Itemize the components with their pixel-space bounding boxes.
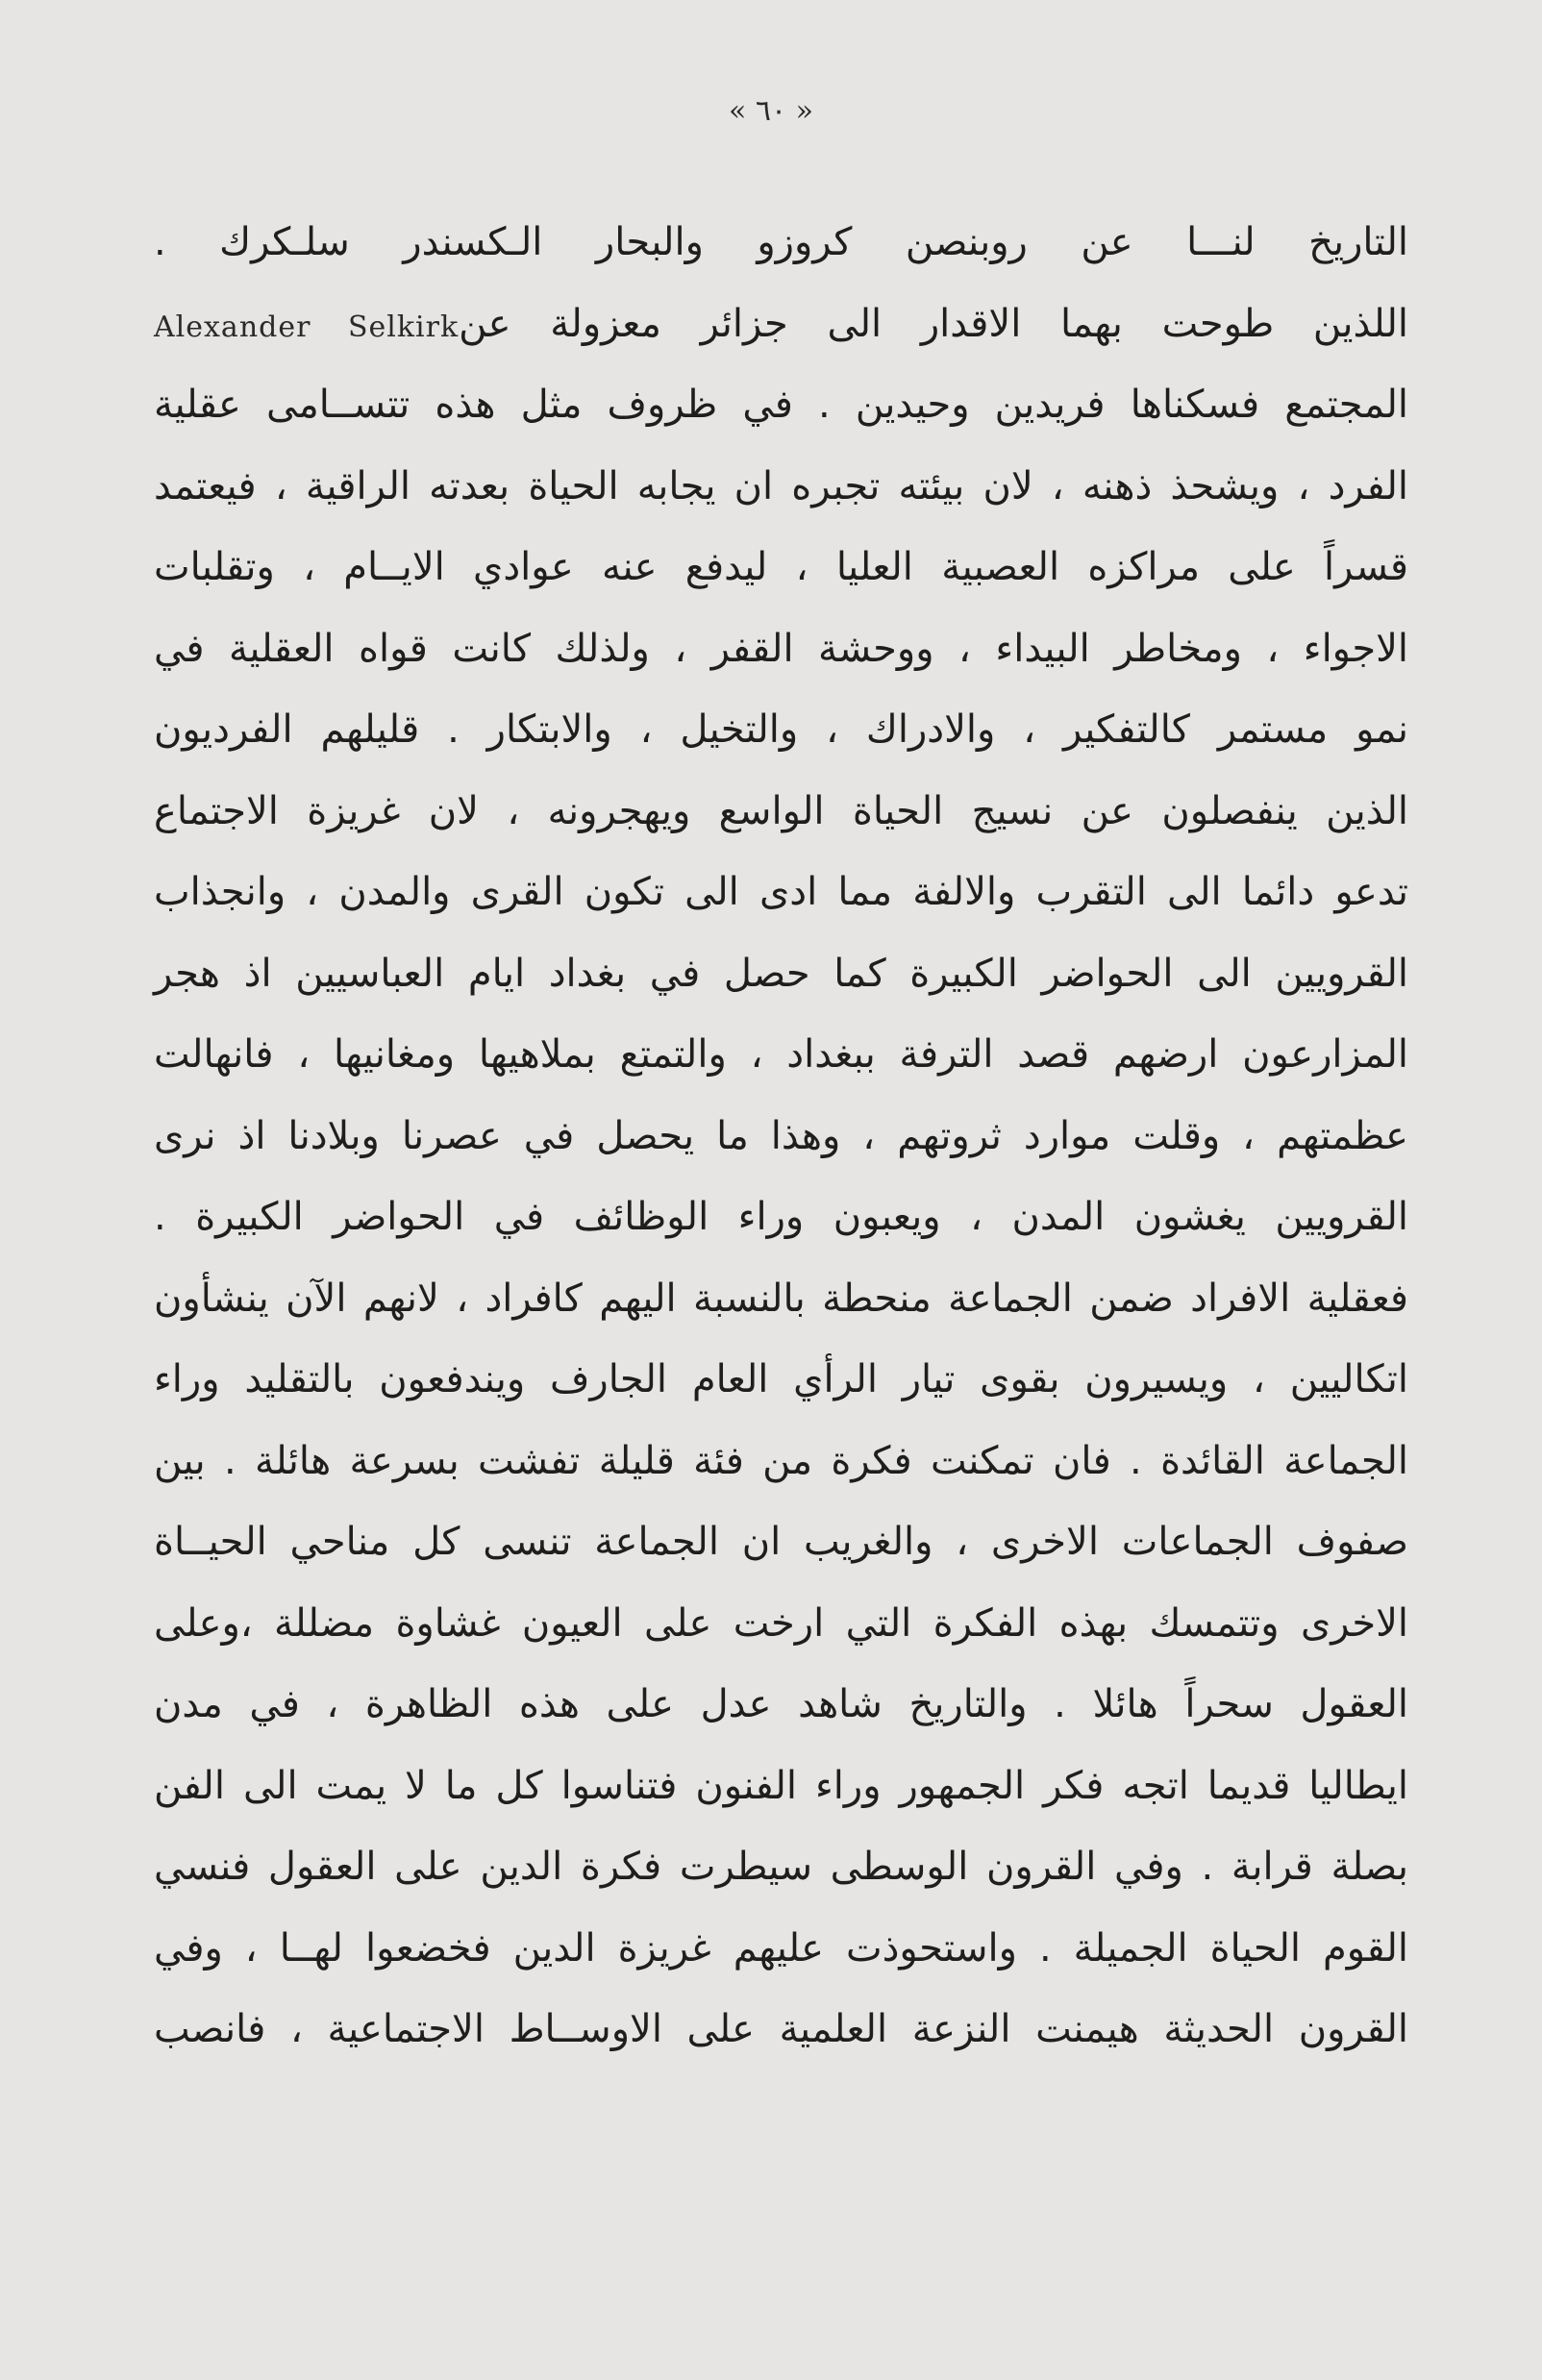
text-line: الذين ينفصلون عن نسيج الحياة الواسع ويهجرونه ، لان غريزة الاجتماع xyxy=(154,788,1408,833)
latin-name: Alexander Selkirk xyxy=(154,310,460,344)
text-line: اللذين طوحت بهما الاقدار الى جزائر معزولة عنAlexander Selkirk xyxy=(154,301,1408,346)
text-line: نمو مستمر كالتفكير ، والادراك ، والتخيل ، والابتكار . قليلهم الفرديون xyxy=(154,707,1408,752)
text-line: الفرد ، ويشحذ ذهنه ، لان بيئته تجبره ان يجابه الحياة بعدته الراقية ، فيعتمد xyxy=(154,463,1408,508)
text-line: صفوف الجماعات الاخرى ، والغريب ان الجماعة تنسى كل مناحي الحيــاة xyxy=(154,1520,1408,1564)
text-line: الاجواء ، ومخاطر البيداء ، ووحشة القفر ، ولذلك كانت قواه العقلية في xyxy=(154,626,1408,671)
text-line: فعقلية الافراد ضمن الجماعة منحطة بالنسبة اليهم كافراد ، لانهم الآن ينشأون xyxy=(154,1276,1408,1321)
text-line: القرويين الى الحواضر الكبيرة كما حصل في بغداد ايام العباسيين اذ هجر xyxy=(154,951,1408,996)
text-line: الاخرى وتتمسك بهذه الفكرة التي ارخت على العيون غشاوة مضللة ،وعلى xyxy=(154,1600,1408,1646)
body-text xyxy=(154,202,1408,2070)
text-line: عظمتهم ، وقلت موارد ثروتهم ، وهذا ما يحصل في عصرنا وبلادنا اذ نرى xyxy=(154,1113,1408,1158)
page-number: « ٦٠ » xyxy=(728,94,813,128)
text-line: بصلة قرابة . وفي القرون الوسطى سيطرت فكرة الدين على العقول فنسي xyxy=(154,1845,1408,1889)
text-line: القوم الحياة الجميلة . واستحوذت عليهم غريزة الدين فخضعوا لهــا ، وفي xyxy=(154,1925,1408,1971)
text-line: المزارعون ارضهم قصد الترفة ببغداد ، والتمتع بملاهيها ومغانيها ، فانهالت xyxy=(154,1032,1408,1077)
text-line: التاريخ لنـــا عن روبنصن كروزو والبحار الـكسندر سلـكرك . xyxy=(154,220,1408,264)
text-line: اتكاليين ، ويسيرون بقوى تيار الرأي العام الجارف ويندفعون بالتقليد وراء xyxy=(154,1357,1408,1401)
text-line: القرون الحديثة هيمنت النزعة العلمية على الاوســاط الاجتماعية ، فانصب xyxy=(154,2007,1408,2051)
text-line: القرويين يغشون المدن ، ويعبون وراء الوظائف في الحواضر الكبيرة . xyxy=(154,1195,1408,1239)
text-line: العقول سحراً هائلا . والتاريخ شاهد عدل على هذه الظاهرة ، في مدن xyxy=(154,1682,1408,1726)
text-line: تدعو دائما الى التقرب والالفة مما ادى الى تكون القرى والمدن ، وانجذاب xyxy=(154,870,1408,914)
text-line: الجماعة القائدة . فان تمكنت فكرة من فئة قليلة تفشت بسرعة هائلة . بين xyxy=(154,1438,1408,1483)
text-line: المجتمع فسكناها فريدين وحيدين . في ظروف مثل هذه تتســامى عقلية xyxy=(154,383,1408,427)
text-line: قسراً على مراكزه العصبية العليا ، ليدفع عنه عوادي الايــام ، وتقلبات xyxy=(154,545,1408,589)
text-line: ايطاليا قديما اتجه فكر الجمهور وراء الفنون فتناسوا كل ما لا يمت الى الفن xyxy=(154,1763,1408,1808)
